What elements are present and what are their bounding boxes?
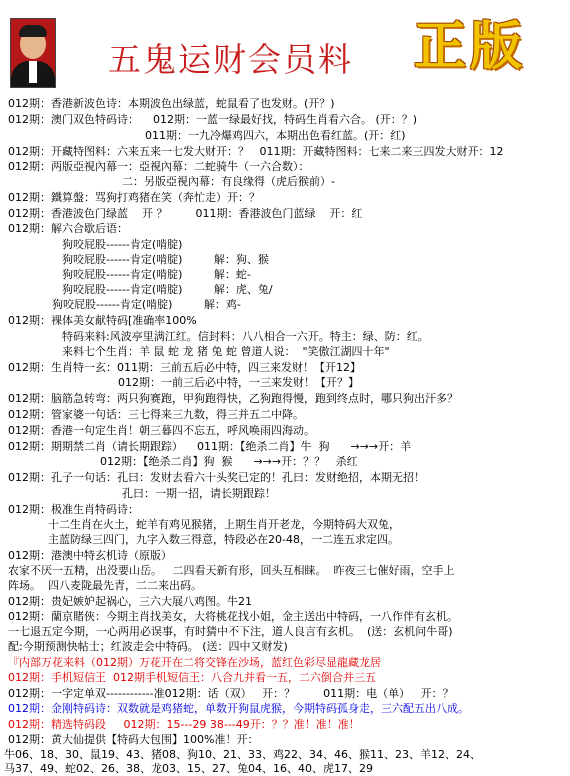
text-line: 012期：生肖特一玄：011期：三前五后必中特，四三来发财！【开12】 bbox=[8, 361, 361, 374]
text-line: 012期：香港波色门绿蓝 开 ？ 011期：香港波色门蓝绿 开：红 bbox=[8, 207, 363, 220]
text-line: 十二生肖在火土，蛇羊有鸡见猴猪，上期生肖开老龙，今期特码大双兔， bbox=[48, 518, 400, 531]
text-line: 阵场。 四八麦陇最先青，二二来出码。 bbox=[8, 579, 202, 592]
text-line: 012期：极准生肖特码诗： bbox=[8, 503, 139, 516]
number-list-line: 马37、49、蛇02、26、38、龙03、15、27、兔04、16、40、虎17、29 bbox=[4, 762, 373, 775]
text-line: 012期：澳门双色特码诗： 012期：一蓝一绿最好找，特码生肖看六合。 (开：？) bbox=[8, 113, 418, 126]
text-line: 012期：香港一句定生肖！朝三暮四不忘五，呼风唤雨四海动。 bbox=[8, 424, 315, 437]
authentic-stamp: 正版 bbox=[414, 17, 527, 77]
text-line: 狗咬屁股------肯定(啃腚) bbox=[62, 238, 183, 251]
text-line: 孔曰：一期一招，请长期跟踪！ bbox=[122, 487, 276, 500]
text-line: 012期：孔子一句话：孔曰：发财去看六十头奖已定的！孔曰：发财绝招，本期无招！ bbox=[8, 471, 425, 484]
text-line: 012期：香港新波色诗：本期波色出绿蓝，蛇鼠看了也发财。(开？) bbox=[8, 97, 335, 110]
text-line: 012期：解六合歇后语： bbox=[8, 222, 128, 235]
page-title: 五鬼运财会员料 bbox=[108, 40, 353, 79]
text-line: 012期：一前三后必中特，一三来发财！【开？】 bbox=[118, 376, 359, 389]
text-line: 二：另版亞視內幕：有良缘得（虎后猴前）- bbox=[122, 175, 335, 188]
portrait-photo bbox=[10, 18, 56, 88]
text-line: 狗咬屁股------肯定(啃腚) 解：鸡- bbox=[52, 298, 241, 311]
text-line: 狗咬屁股------肯定(啃腚) 解：狗、猴 bbox=[62, 253, 269, 266]
text-line: 012期：港澳中特玄机诗（原版） bbox=[8, 549, 172, 562]
text-line: 012期：黄大仙提供【特码大包围】100%准！开： bbox=[8, 733, 259, 746]
text-line: 主蓝防绿三四门，九字入数三得意，特段必在20-48，一二连五求定四。 bbox=[48, 533, 399, 546]
text-line: 012期：开藏特图料：六来五来一七发大财开：？ 011期：开藏特图料：七来二来三四发大财开：12 bbox=[8, 145, 504, 158]
text-line: 012期：鐵算盤：骂狗打鸡猪在笑（奔忙走）开：？ bbox=[8, 191, 260, 204]
header bbox=[0, 0, 570, 95]
number-list-line: 牛06、18、30、鼠19、43、猪08、狗10、21、33、鸡22、34、46、猴11、23、羊12、24、 bbox=[4, 748, 481, 761]
text-line: 特码来料:风波亭里满江红。信封料：八八相合一六开。特主：绿、防：红。 bbox=[62, 330, 429, 343]
text-line: 012期：脑筋急转弯：两只狗赛跑，甲狗跑得快，乙狗跑得慢，跑到终点时，哪只狗出汗多？ bbox=[8, 392, 458, 405]
text-line: 012期：贵妃嫉妒起祸心，三六大展八鸡图。牛21 bbox=[8, 595, 252, 608]
text-line: 一七退五定今期，一心两用必误事，有时猜中不下注，道人良言有玄机。 (送：玄机问牛哥) bbox=[8, 625, 453, 638]
text-line: 012期：管家婆一句话：三七得来三九数，得三并五二中降。 bbox=[8, 408, 304, 421]
text-line: 012期：裸体美女献特码[准确率100% bbox=[8, 314, 197, 327]
text-line: 012期：一字定单双------------准012期：话（双） 开：？ 011期：电（单） 开：？ bbox=[8, 687, 454, 700]
text-line: 012期：两版亞視內幕一：亞視內幕：二蛇骑牛（一六合数）： bbox=[8, 160, 310, 173]
text-line: 012期：精选特码段 012期：15---29 38---49开：？？准！准！准！ bbox=[8, 718, 360, 731]
text-line: 来料七个生肖：羊 鼠 蛇 龙 猪 兔 蛇 曾道人说： "笑傲江湖四十年" bbox=[62, 345, 390, 358]
text-line: 狗咬屁股------肯定(啃腚) 解：蛇- bbox=[62, 268, 251, 281]
text-line: 012期：金刚特码诗：双数就是鸡猪蛇，单数开狗鼠虎猴，今期特码孤身走，三六配五出八成。 bbox=[8, 702, 469, 715]
text-line: 012期：蘭京賭俠：今期主肖找美女，大将桃花找小姐，金主送出中特码，一八作伴有玄机。 bbox=[8, 610, 458, 623]
text-line: 012期：手机短信王 012期手机短信王：八合九并看一五，二六倒合并三五 bbox=[8, 671, 376, 684]
text-line: 狗咬屁股------肯定(啃腚) 解：虎、兔/ bbox=[62, 283, 273, 296]
text-line: 农家不厌一五精，出没要山岳。 二四看天新有形，回头互相睐。 昨夜三七催好雨，空手上 bbox=[8, 564, 455, 577]
text-line: 012期：【绝杀二肖】狗 猴 →→→开：？？ 杀红 bbox=[100, 455, 358, 468]
text-line: 012期：期期禁二肖（请长期跟踪） 011期：【绝杀二肖】牛 狗 →→→开：羊 bbox=[8, 440, 412, 453]
text-line: 配:今期预测快帖士；红波走会中特码。 (送：四中又财发) bbox=[8, 640, 288, 653]
text-line: 011期：一九冷爆鸡四六，本期出色看红蓝。(开：红) bbox=[145, 129, 406, 142]
text-line: 『内部万花来料（012期）万花开在二将交锋在沙场，蓝红色彩尽显龍藏龙居 bbox=[8, 656, 381, 669]
